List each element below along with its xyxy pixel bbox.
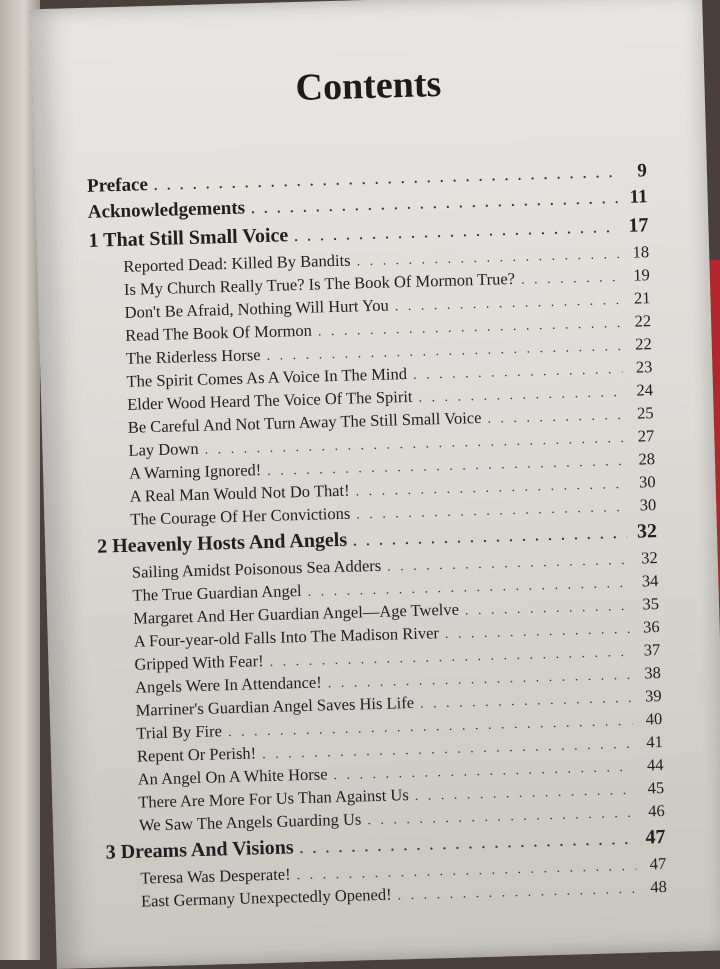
toc-entry-title: Marriner's Guardian Angel Saves His Life — [135, 692, 415, 720]
page-number: 25 — [636, 403, 654, 423]
page-number: 40 — [645, 709, 663, 729]
toc-entry-title: A Real Man Would Not Do That! — [129, 480, 350, 506]
toc-entry-title: Angels Were In Attendance! — [134, 672, 322, 697]
toc-entry-title: Gripped With Fear! — [134, 651, 264, 674]
page-number: 18 — [632, 242, 650, 262]
page-number: 22 — [634, 334, 652, 354]
page-number: 22 — [634, 311, 652, 331]
contents-page — [30, 0, 720, 969]
page-number: 34 — [641, 571, 659, 591]
toc-entry-title: Margaret And Her Guardian Angel—Age Twelve — [132, 599, 460, 628]
toc-entry-title: The True Guardian Angel — [132, 581, 302, 605]
page-number: 28 — [638, 449, 656, 469]
page-number: 23 — [635, 357, 653, 377]
page-number: 47 — [649, 853, 667, 874]
page-number: 24 — [636, 380, 654, 400]
toc-entry-title: Elder Wood Heard The Voice Of The Spirit — [126, 386, 413, 414]
toc-entry-title: Don't Be Afraid, Nothing Will Hurt You — [124, 295, 389, 322]
page-number: 19 — [633, 265, 651, 285]
toc-entry-title: East Germany Unexpectedly Opened! — [140, 884, 392, 911]
page-number: 46 — [647, 800, 666, 821]
dot-leader — [415, 783, 635, 805]
toc-entry-title: Acknowledgements — [87, 197, 246, 223]
toc-entry-title: There Are More For Us Than Against Us — [138, 785, 410, 812]
page-number: 41 — [646, 732, 664, 752]
page-number: 36 — [642, 617, 660, 637]
toc-entry-title: Reported Dead: Killed By Bandits — [123, 250, 351, 276]
toc-entry-title: The Spirit Comes As A Voice In The Mind — [126, 364, 408, 391]
toc-entry-title: Is My Church Really True? Is The Book Of Mormon True? — [123, 268, 516, 299]
dot-leader — [521, 270, 620, 289]
page-number: 35 — [642, 594, 660, 614]
page-number: 47 — [645, 825, 666, 849]
page-number: 11 — [629, 186, 648, 208]
dot-leader — [418, 385, 623, 407]
page-number: 37 — [643, 640, 661, 660]
toc-entry-title: The Courage Of Her Convictions — [130, 503, 351, 529]
toc-entry-title: Read The Book Of Mormon — [125, 320, 313, 345]
page-number: 32 — [640, 548, 658, 568]
toc-entry-title: 2 Heavenly Hosts And Angels — [96, 528, 348, 558]
dot-leader — [420, 691, 632, 713]
toc-entry-title: Be Careful And Not Turn Away The Still Small Voice — [127, 407, 482, 437]
page-number: 30 — [638, 472, 656, 492]
page-number: 48 — [650, 876, 668, 897]
dot-leader — [294, 221, 619, 246]
toc-entry-title: Repent Or Perish! — [136, 743, 257, 766]
toc-entry-title: Trial By Fire — [136, 721, 223, 743]
toc-entry-title: 1 That Still Small Voice — [88, 224, 289, 252]
page-number: 38 — [644, 663, 662, 683]
dot-leader — [300, 833, 636, 858]
dot-leader — [413, 362, 623, 384]
toc-entry-title: A Warning Ignored! — [128, 460, 262, 483]
toc-entry-title: Lay Down — [128, 438, 199, 460]
toc-entry-title: An Angel On A White Horse — [137, 764, 328, 789]
page-number: 44 — [646, 754, 664, 775]
dot-leader — [487, 408, 624, 428]
page-number: 32 — [636, 520, 658, 543]
page-number: 9 — [637, 160, 648, 182]
dot-leader — [397, 882, 637, 905]
dot-leader — [251, 192, 618, 218]
toc-entry-title: 3 Dreams And Visions — [105, 836, 294, 864]
page-number: 21 — [633, 288, 651, 308]
page-number: 17 — [628, 214, 649, 237]
toc-entry-title: Teresa Was Desperate! — [140, 864, 291, 888]
table-of-contents — [87, 160, 667, 915]
dot-leader — [465, 599, 630, 620]
toc-entry-title: Preface — [86, 174, 149, 197]
toc-entry-title: Sailing Amidst Poisonous Sea Adders — [131, 555, 382, 582]
page-title: Contents — [294, 62, 442, 109]
page-number: 45 — [647, 777, 665, 798]
page-number: 27 — [637, 426, 655, 446]
page-number: 39 — [644, 686, 662, 706]
dot-leader — [445, 622, 630, 643]
dot-leader — [367, 806, 635, 829]
toc-entry-title: The Riderless Horse — [125, 345, 261, 368]
dot-leader — [356, 500, 626, 524]
dot-leader — [353, 527, 627, 551]
toc-entry-title: A Four-year-old Falls Into The Madison River — [133, 623, 440, 651]
toc-entry-title: We Saw The Angels Guarding Us — [138, 809, 362, 835]
page-number: 30 — [639, 495, 657, 515]
